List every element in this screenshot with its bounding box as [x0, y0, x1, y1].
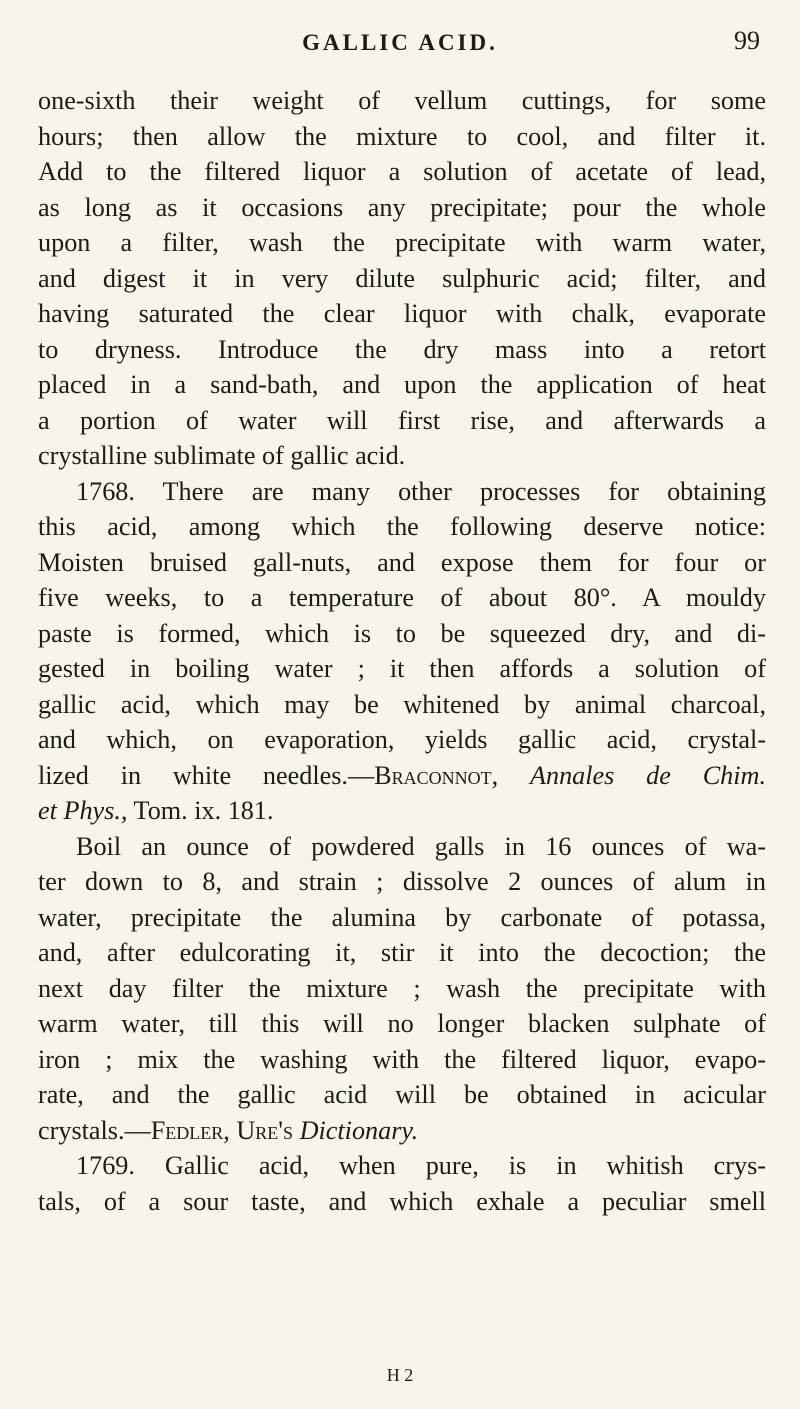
page-number: 99 — [734, 26, 760, 55]
paragraph-1769-start: 1769. Gallic acid, when pure, is in whitish crys- — [76, 1151, 766, 1180]
text-line: paste is formed, which is to be squeezed dry, and di- — [38, 618, 766, 648]
text-line: one-sixth their weight of vellum cuttings, for some — [38, 86, 766, 115]
text-line: as long as it occasions any precipitate; pour the whole — [38, 192, 766, 222]
text-line: upon a filter, wash the precipitate with warm water, — [38, 228, 766, 257]
text-line: next day filter the mixture ; wash the precipitate with — [38, 973, 766, 1003]
body-text — [38, 83, 766, 1219]
text-fragment: lized in white needles.— — [38, 760, 375, 790]
text-fragment: crystals.— — [38, 1115, 151, 1145]
text-line: and digest it in very dilute sulphuric acid; filter, and — [38, 263, 766, 293]
citation-author: Braconnot, — [374, 760, 499, 790]
text-line: iron ; mix the washing with the filtered liquor, evapo- — [38, 1044, 766, 1074]
citation-work: Annales de Chim. — [529, 760, 766, 790]
text-line-with-citation — [38, 1113, 766, 1149]
text-line: gallic acid, which may be whitened by animal charcoal, — [38, 689, 766, 719]
text-line: rate, and the gallic acid will be obtained in acicular — [38, 1080, 766, 1109]
text-line: a portion of water will first rise, and afterwards a — [38, 405, 766, 435]
text-line: having saturated the clear liquor with chalk, evaporate — [38, 299, 766, 328]
page-header — [36, 26, 764, 66]
text-line: warm water, till this will no longer blacken sulphate of — [38, 1009, 766, 1038]
text-line: this acid, among which the following deserve notice: — [38, 512, 766, 541]
text-line: five weeks, to a temperature of about 80°. A mouldy — [38, 583, 766, 612]
paragraph-boil-start: Boil an ounce of powdered galls in 16 ounces of wa- — [76, 831, 766, 861]
running-title: GALLIC ACID. — [302, 30, 498, 55]
text-line: tals, of a sour taste, and which exhale a peculiar smell — [38, 1186, 766, 1216]
text-line: water, precipitate the alumina by carbonate of potassa, — [38, 902, 766, 932]
text-line: and, after edulcorating it, stir it into the decoction; the — [38, 938, 766, 967]
text-line: to dryness. Introduce the dry mass into a retort — [38, 334, 766, 364]
text-line: Add to the filtered liquor a solution of acetate of lead, — [38, 157, 766, 186]
text-line: Moisten bruised gall-nuts, and expose them for four or — [38, 547, 766, 577]
citation-reference: Tom. ix. 181. — [133, 796, 274, 825]
citation-work-continued: et Phys., — [38, 796, 128, 825]
text-line-with-citation — [38, 793, 766, 829]
text-line: hours; then allow the mixture to cool, and filter it. — [38, 121, 766, 151]
text-line: ter down to 8, and strain ; dissolve 2 ounces of alum in — [38, 867, 766, 896]
text-line: crystalline sublimate of gallic acid. — [38, 441, 406, 470]
citation-author: Fedler, Ure's — [150, 1115, 294, 1145]
text-line: gested in boiling water ; it then affords a solution of — [38, 654, 766, 683]
text-line-with-citation — [38, 758, 766, 794]
paragraph-1768-start: 1768. There are many other processes for obtaining — [76, 476, 766, 506]
citation-work: Dictionary. — [299, 1115, 419, 1145]
signature-mark: H 2 — [386, 1365, 414, 1385]
text-line: placed in a sand-bath, and upon the application of heat — [38, 370, 766, 399]
text-line: and which, on evaporation, yields gallic acid, crystal- — [38, 725, 766, 754]
